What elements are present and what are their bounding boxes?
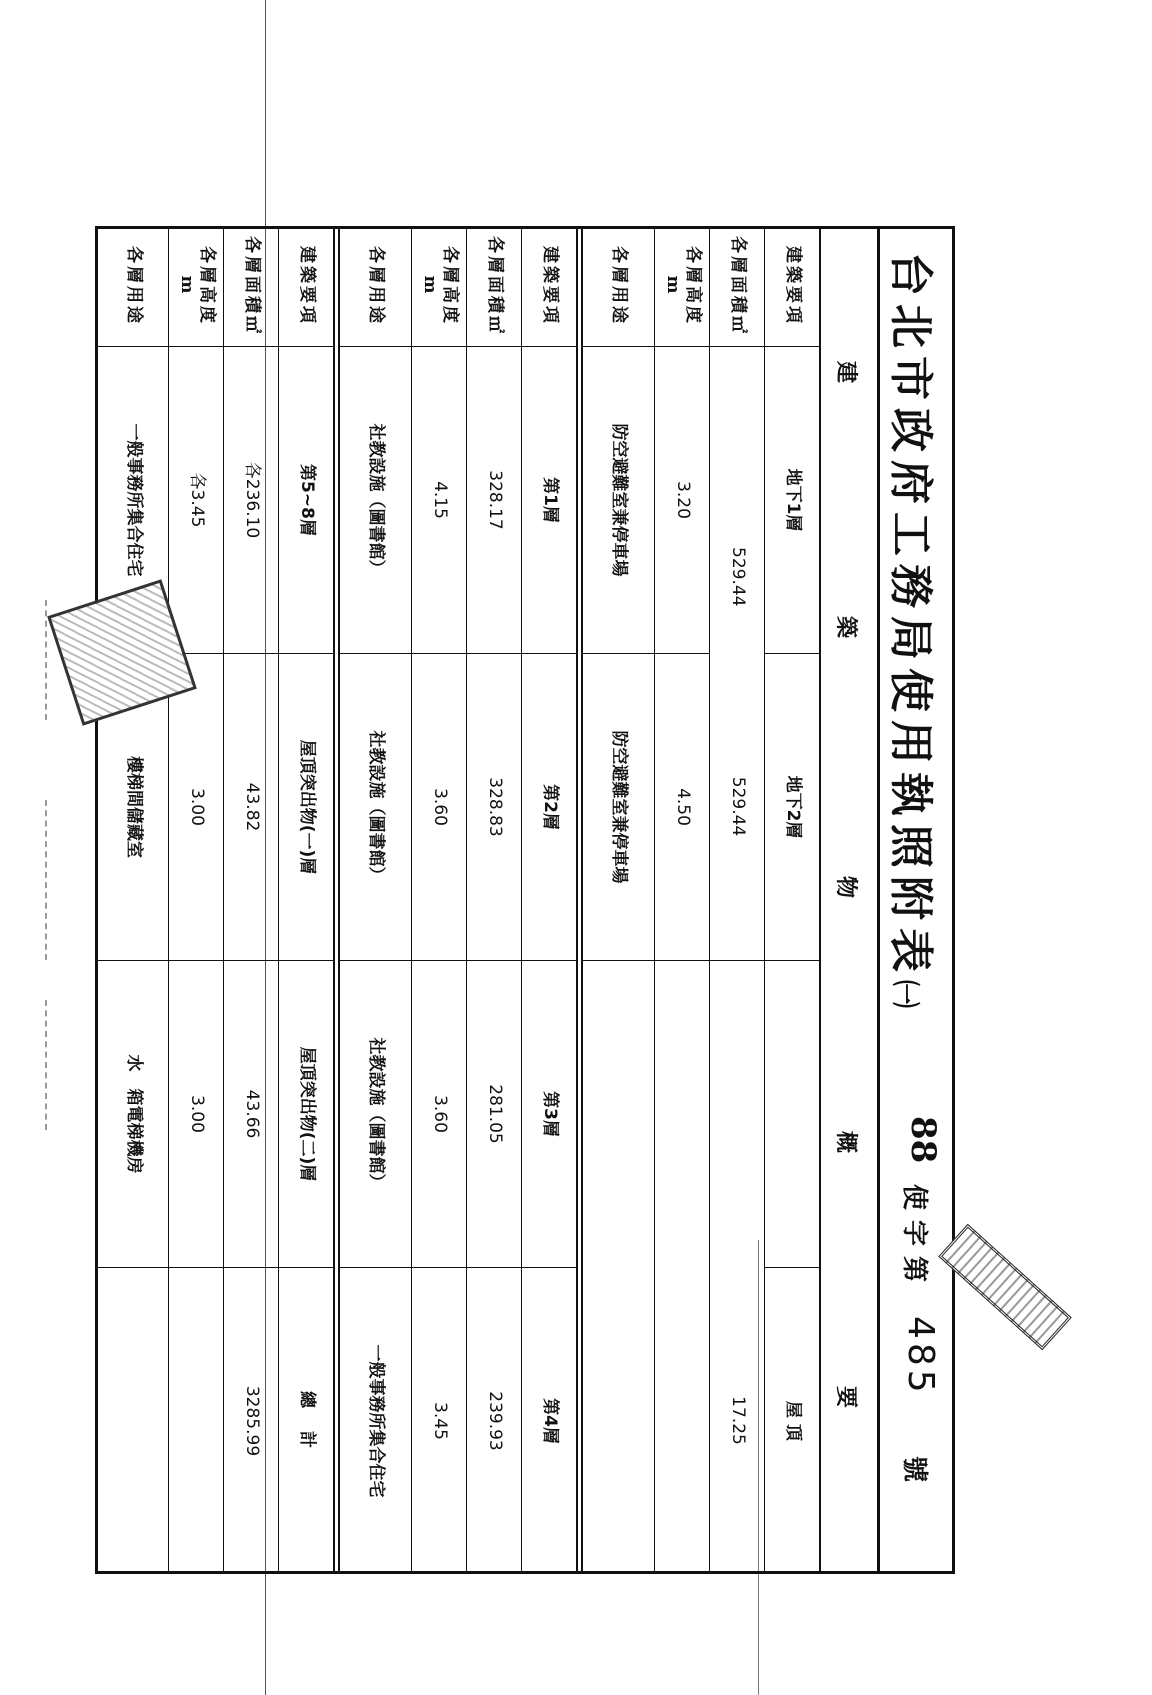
section-label-char: 概 [833, 1131, 859, 1154]
header-area: 各層面積㎡ [484, 236, 505, 336]
item-cell: 屋頂突出物(一)層 [279, 653, 333, 960]
area-cell: 各236.10 [224, 346, 278, 653]
cert-year: 88 [903, 1116, 943, 1164]
section-label-strip [819, 226, 877, 1574]
use-cell: 一般事務所集合住宅 [340, 1267, 411, 1574]
scan-noise [45, 1000, 59, 1130]
section-label-char: 築 [833, 616, 859, 639]
row-use [340, 226, 411, 1574]
cert-char: 使字第 [899, 1184, 929, 1293]
band-separator [333, 226, 340, 1574]
row-items [521, 226, 576, 1574]
band-floors-1-4 [340, 226, 576, 1574]
use-cell: 一般事務所集合住宅 [98, 346, 168, 653]
area-cell: 328.83 [467, 653, 521, 960]
header-area: 各層面積㎡ [241, 236, 262, 336]
header-use: 各層用途 [123, 246, 144, 326]
item-cell: 第4層 [522, 1267, 576, 1574]
item-cell: 屋 頂 [765, 1267, 819, 1574]
height-cell [655, 960, 709, 1574]
height-cell: 各3.45 [169, 346, 223, 653]
use-cell: 水 箱電梯機房 [98, 960, 168, 1267]
band-separator [576, 226, 583, 1574]
header-height: 各層高度 m [177, 246, 217, 326]
header-item: 建築要項 [296, 246, 317, 326]
row-area [709, 226, 764, 1574]
band-basement [583, 226, 819, 1574]
header-item: 建築要項 [782, 246, 803, 326]
license-attachment-document [95, 226, 955, 1574]
area-cell: 529.44 [710, 346, 764, 960]
height-cell: 4.50 [655, 653, 709, 960]
cert-number: 485 [900, 1316, 941, 1397]
use-cell: 社教設施（圖書館） [340, 653, 411, 960]
item-cell: 第1層 [522, 346, 576, 653]
item-cell: 第3層 [522, 960, 576, 1267]
header-use: 各層用途 [609, 246, 630, 326]
title-text: 台北市政府工務局使用執照附表 [885, 252, 936, 980]
item-cell: 屋頂突出物(二)層 [279, 960, 333, 1267]
title-bar [877, 226, 955, 1574]
area-cell [710, 960, 764, 1267]
band-upper-floors [98, 226, 333, 1574]
item-cell: 第2層 [522, 653, 576, 960]
title-suffix: ㈠ [889, 980, 922, 1011]
row-height [654, 226, 709, 1574]
seal-stamp [938, 1224, 1071, 1350]
area-cell: 529.44 [727, 776, 748, 837]
area-cell: 239.93 [467, 1267, 521, 1574]
height-cell: 3.20 [655, 346, 709, 653]
area-cell: 281.05 [467, 960, 521, 1267]
header-item: 建築要項 [539, 246, 560, 326]
row-use [98, 226, 168, 1574]
area-cell: 3285.99 [224, 1267, 278, 1574]
height-cell: 3.45 [412, 1267, 466, 1574]
use-cell: 防空避難室兼停車場 [583, 653, 654, 960]
height-cell [169, 1267, 223, 1574]
header-use: 各層用途 [366, 246, 387, 326]
item-cell: 地下1層 [765, 346, 819, 653]
section-label-char: 建 [833, 361, 859, 384]
row-items [764, 226, 819, 1574]
row-area [466, 226, 521, 1574]
item-cell: 地下2層 [765, 653, 819, 960]
row-items [278, 226, 333, 1574]
area-cell: 43.66 [224, 960, 278, 1267]
cert-hao: 號 [899, 1456, 929, 1483]
use-cell [583, 960, 654, 1574]
item-cell: 第5~8層 [279, 346, 333, 653]
document-title [883, 252, 947, 1010]
height-cell: 3.60 [412, 653, 466, 960]
use-cell: 樓梯間儲藏室 [98, 653, 168, 960]
item-cell [765, 960, 819, 1267]
section-label-char: 要 [833, 1386, 859, 1409]
header-area: 各層面積㎡ [727, 236, 748, 336]
use-cell: 社教設施（圖書館） [340, 346, 411, 653]
row-use [583, 226, 654, 1574]
row-height [168, 226, 223, 1574]
height-cell: 3.00 [169, 960, 223, 1267]
height-cell: 4.15 [412, 346, 466, 653]
use-cell: 社教設施（圖書館） [340, 960, 411, 1267]
area-cell: 43.82 [224, 653, 278, 960]
height-cell: 3.60 [412, 960, 466, 1267]
item-cell: 總 計 [279, 1267, 333, 1574]
area-cell: 328.17 [467, 346, 521, 653]
header-height: 各層高度 m [663, 246, 703, 326]
section-label-char: 物 [833, 876, 859, 899]
height-cell: 3.00 [169, 653, 223, 960]
row-area [223, 226, 278, 1574]
use-cell: 防空避難室兼停車場 [583, 346, 654, 653]
row-height [411, 226, 466, 1574]
area-cell: 17.25 [727, 1396, 748, 1445]
header-height: 各層高度 m [420, 246, 460, 326]
use-cell [98, 1267, 168, 1574]
scan-noise [45, 800, 59, 960]
